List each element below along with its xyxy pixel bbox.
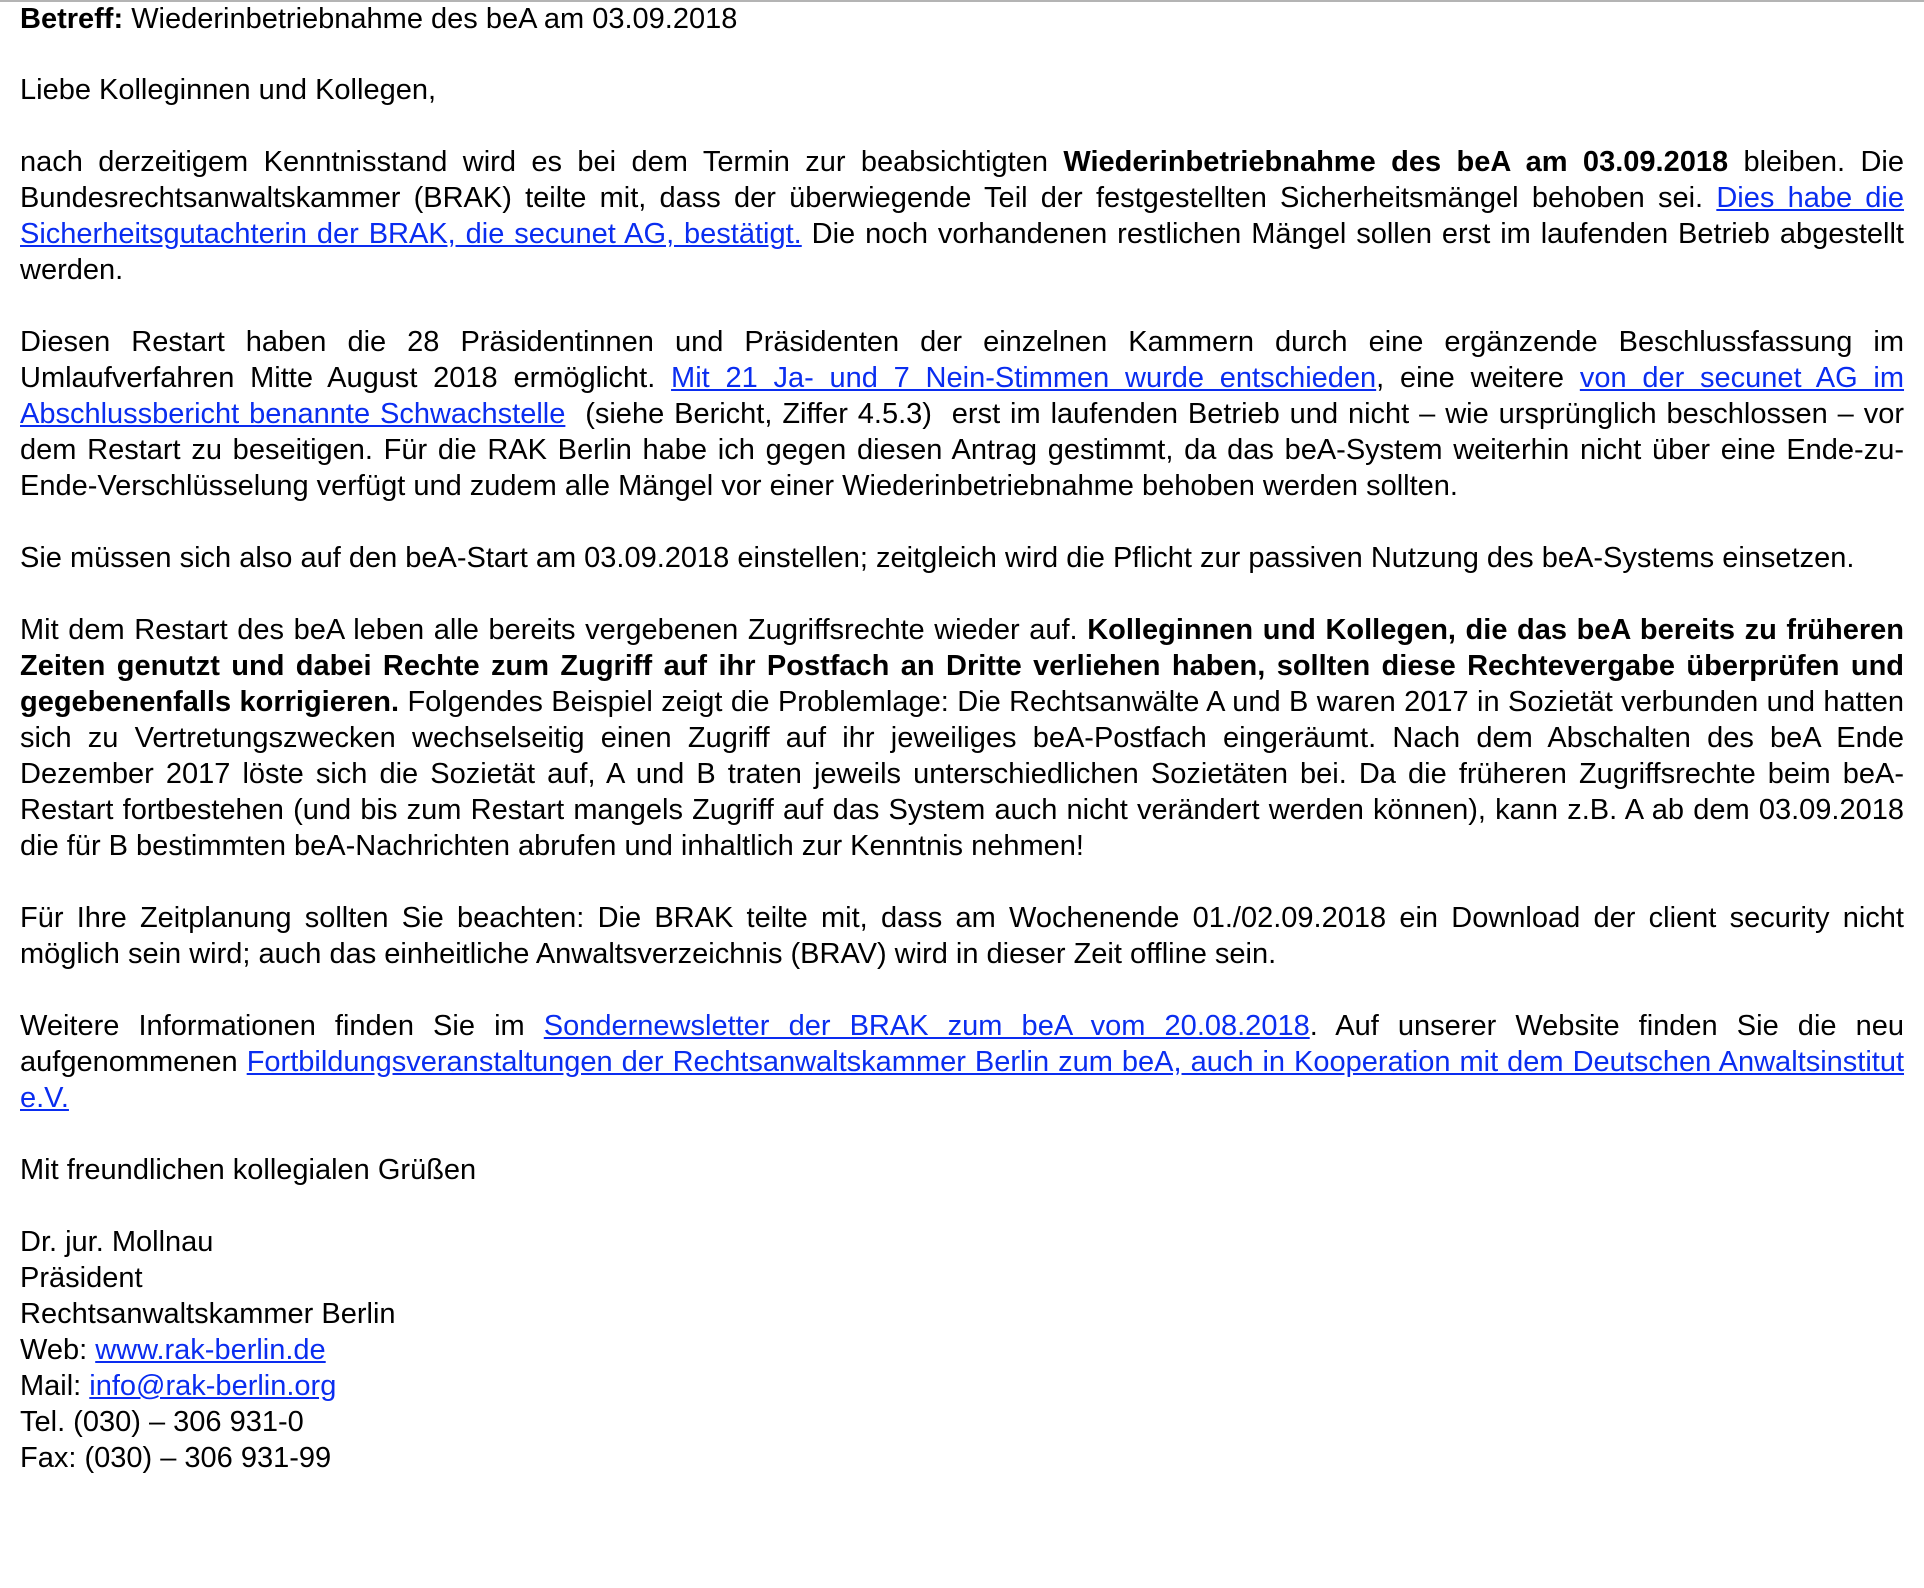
link-email[interactable]: info@rak-berlin.org — [89, 1370, 337, 1402]
link-final-report-weakness[interactable]: von der secunet AG im Abschlussbericht benannte Schwachstelle — [20, 362, 1905, 430]
p2-text-2: , eine weitere — [1376, 362, 1580, 394]
signature-mail — [20, 1368, 1904, 1404]
salutation: Liebe Kolleginnen und Kollegen, — [20, 74, 437, 106]
web-label: Web: — [20, 1334, 96, 1366]
p5-text-1: Für Ihre Zeitplanung sollten Sie beachten: Die BRAK teilte mit, dass am Wochenende 01./02.09.2018 ein Download der client security nicht möglich sein wird; auch das einheitliche Anwaltsverzeichnis (BRAV) wird in dieser Zeit offline sein. — [20, 902, 1904, 970]
p1-bold-date: Wiederinbetriebnahme des beA am 03.09.2018 — [1063, 146, 1729, 178]
paragraph-restart-date — [20, 144, 1904, 288]
subject-line — [20, 2, 1904, 36]
signature-fax: Fax: (030) – 306 931-99 — [20, 1442, 332, 1474]
signature-name: Dr. jur. Mollnau — [20, 1226, 214, 1258]
p2-text-1: Diesen Restart haben die 28 Präsidentinnen und Präsidenten der einzelnen Kammern durch eine ergänzende Beschlussfassung im Umlaufverfahren Mitte August 2018 ermöglicht. — [20, 326, 1904, 394]
p4-text-1: Mit dem Restart des beA leben alle bereits vergebenen Zugriffsrechte wieder auf. — [20, 614, 1088, 646]
p1-text-3: Die noch vorhandenen restlichen Mängel sollen erst im laufenden Betrieb abgestellt werden. — [20, 218, 1904, 286]
signature-title: Präsident — [20, 1262, 143, 1294]
p6-text-1: Weitere Informationen finden Sie im — [20, 1010, 544, 1042]
signature-org: Rechtsanwaltskammer Berlin — [20, 1298, 396, 1330]
paragraph-more-info — [20, 1008, 1904, 1116]
signature-tel: Tel. (030) – 306 931-0 — [20, 1406, 304, 1438]
signature-block — [20, 1224, 1904, 1476]
p1-text-2: bleiben. Die Bundesrechtsanwaltskammer (BRAK) teilte mit, dass der überwiegende Teil der festgestellten Sicherheitsmängel behoben sei. — [20, 146, 1904, 214]
subject-text: Wiederinbetriebnahme des beA am 03.09.2018 — [131, 3, 738, 35]
p2-text-3: (siehe Bericht, Ziffer 4.5.3) erst im laufenden Betrieb und nicht – wie ursprünglich beschlossen – vor dem Restart zu beseitigen. Für die RAK Berlin habe ich gegen diesen Antrag gestimmt, da das beA-System weiterhin nicht über eine Ende-zu-Ende-Verschlüsselung verfügt und zudem alle Mängel vor einer Wiederinbetriebnahme behoben werden sollten. — [20, 398, 1913, 502]
closing: Mit freundlichen kollegialen Grüßen — [20, 1154, 477, 1186]
p3-text-1: Sie müssen sich also auf den beA-Start am 03.09.2018 einstellen; zeitgleich wird die Pflicht zur passiven Nutzung des beA-Systems einsetzen. — [20, 542, 1855, 574]
paragraph-passive-use — [20, 540, 1904, 576]
paragraph-access-rights — [20, 612, 1904, 864]
mail-label: Mail: — [20, 1370, 90, 1402]
subject-label: Betreff: — [20, 3, 124, 35]
link-training-events[interactable]: Fortbildungsveranstaltungen der Rechtsanwaltskammer Berlin zum beA, auch in Kooperation mit dem Deutschen Anwaltsinstitut e.V. — [20, 1046, 1905, 1114]
p4-text-2: Folgendes Beispiel zeigt die Problemlage: Die Rechtsanwälte A und B waren 2017 in Sozietät verbunden und hatten sich zu Vertretungszwecken wechselseitig einen Zugriff auf ihr jeweiliges beA-Postfach eingeräumt. Nach dem Abschalten des beA Ende Dezember 2017 löste sich die Sozietät auf, A und B traten jeweils unterschiedlichen Sozietäten bei. Da die früheren Zugriffsrechte beim beA-Restart fortbestehen (und bis zum Restart mangels Zugriff auf das System auch nicht verändert werden können), kann z.B. A ab dem 03.09.2018 die für B bestimmten beA-Nachrichten abrufen und inhaltlich zur Kenntnis nehmen! — [20, 686, 1904, 862]
link-brak-newsletter[interactable]: Sondernewsletter der BRAK zum beA vom 20.08.2018 — [543, 1010, 1310, 1042]
paragraph-vote — [20, 324, 1913, 504]
paragraph-scheduling — [20, 900, 1904, 972]
signature-web — [20, 1332, 1904, 1368]
link-vote-result[interactable]: Mit 21 Ja- und 7 Nein-Stimmen wurde entschieden — [671, 362, 1377, 394]
link-secunet-confirmation[interactable]: Dies habe die Sicherheitsgutachterin der BRAK, die secunet AG, bestätigt. — [20, 182, 1905, 250]
p6-text-2: . Auf unserer Website finden Sie die neu aufgenommenen — [20, 1010, 1905, 1078]
link-website[interactable]: www.rak-berlin.de — [95, 1334, 326, 1366]
p1-text-1: nach derzeitigem Kenntnisstand wird es bei dem Termin zur beabsichtigten — [20, 146, 1064, 178]
p4-bold-warning: Kolleginnen und Kollegen, die das beA bereits zu früheren Zeiten genutzt und dabei Rechte zum Zugriff auf ihr Postfach an Dritte verliehen haben, sollten diese Rechtevergabe überprüfen und gegebenenfalls korrigieren. — [20, 614, 1904, 718]
